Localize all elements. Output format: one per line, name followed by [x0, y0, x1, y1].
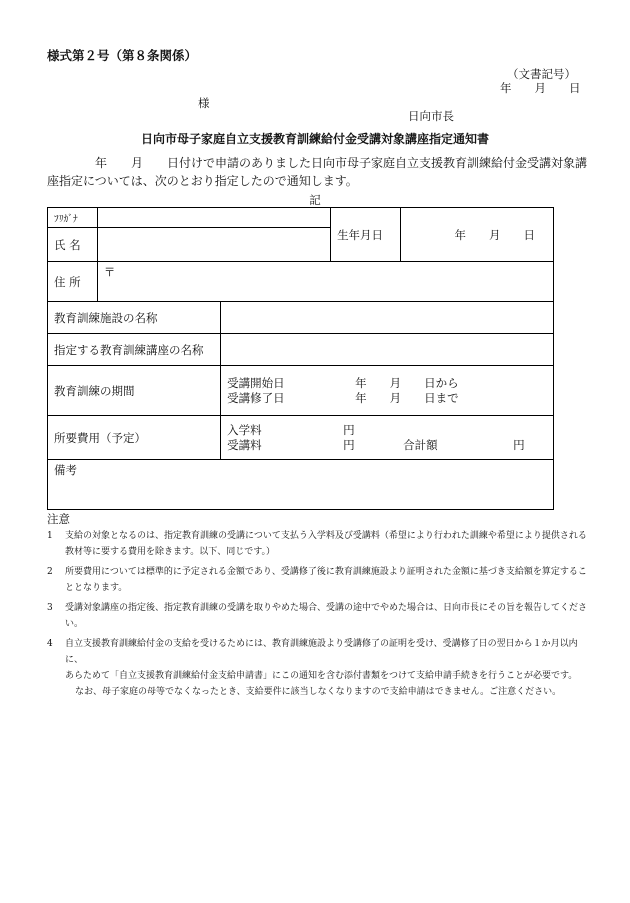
period-field[interactable]: [221, 366, 554, 416]
cost-field[interactable]: [221, 416, 554, 460]
note-continuation: い。: [65, 619, 84, 629]
postal-mark: 〒: [103, 265, 116, 279]
total-yen: 円: [513, 437, 525, 452]
course-label: 指定する教育訓練講座の名称: [48, 334, 221, 366]
note-continuation: あらためて「自立支援教育訓練給付金支給申請書」にこの通知を含む添付書類をつけて支給申請手続きを行うことが必要です。: [65, 671, 578, 681]
end-label: 受講修了日: [227, 390, 285, 405]
end-date: 年 月 日まで: [355, 390, 459, 405]
note-text: 自立支援教育訓練給付金の支給を受けるためには、教育訓練施設より受講修了の証明を受け、受講修了日の翌日から１か月以内に、: [65, 639, 578, 665]
note-continuation: ととなります。: [65, 583, 128, 593]
note-number: 3: [47, 603, 53, 613]
cost-label: 所要費用（予定）: [48, 416, 221, 460]
dob-field[interactable]: 年 月 日: [401, 208, 554, 262]
furigana-label: ﾌﾘｶﾞﾅ: [48, 208, 98, 228]
note-number: 4: [47, 639, 53, 649]
total-label: 合計額: [403, 437, 438, 452]
note-continuation: 教材等に要する費用を除きます。以下、同じです。）: [65, 547, 276, 557]
notes-section: [47, 512, 587, 700]
issuer: 日向市長: [408, 109, 454, 123]
note-item: [47, 600, 587, 616]
notes-heading: 注意: [47, 512, 70, 526]
document-number: （文書記号）: [507, 67, 576, 81]
note-number: 2: [47, 567, 53, 577]
note-number: 1: [47, 531, 53, 541]
name-field[interactable]: [97, 228, 330, 262]
note-item: [47, 564, 587, 580]
recipient-suffix: 様: [198, 96, 210, 110]
entrance-fee-label: 入学料: [227, 422, 262, 437]
note-item: [47, 636, 587, 668]
tuition-label: 受講料: [227, 437, 262, 452]
note-text: 受講対象講座の指定後、指定教育訓練の受講を取りやめた場合、受講の途中でやめた場合は、日向市長にその旨を報告してくださ: [65, 603, 588, 613]
form-number: 様式第２号（第８条関係）: [47, 48, 198, 63]
address-label: 住 所: [48, 262, 98, 302]
note-text: 支給の対象となるのは、指定教育訓練の受講について支払う入学料及び受講料（希望により行われた訓練や希望により提供される: [65, 531, 587, 541]
remarks-label: 備考: [54, 463, 77, 477]
note-continuation: なお、母子家庭の母等でなくなったとき、支給要件に該当しなくなりますので支給申請はできません。ご注意ください。: [75, 687, 562, 697]
course-field[interactable]: [221, 334, 554, 366]
dob-label: 生年月日: [331, 208, 401, 262]
facility-label: 教育訓練施設の名称: [48, 302, 221, 334]
name-label: 氏 名: [48, 228, 98, 262]
ki-mark: 記: [309, 193, 321, 207]
facility-field[interactable]: [221, 302, 554, 334]
body-text: 年 月 日付けで申請のありました日向市母子家庭自立支援教育訓練給付金受講対象講座指定については、次のとおり指定したので通知します。: [47, 156, 588, 188]
remarks-field[interactable]: [48, 460, 554, 510]
furigana-field[interactable]: [97, 208, 330, 228]
tuition-yen: 円: [343, 437, 355, 452]
period-label: 教育訓練の期間: [48, 366, 221, 416]
start-label: 受講開始日: [227, 375, 285, 390]
form-table: [47, 207, 554, 510]
entrance-fee-yen: 円: [343, 422, 355, 437]
note-item: [47, 528, 587, 544]
start-date: 年 月 日から: [355, 375, 459, 390]
issue-date: 年 月 日: [500, 81, 581, 95]
note-text: 所要費用については標準的に予定される金額であり、受講修了後に教育訓練施設より証明された金額に基づき支給額を算定するこ: [65, 567, 587, 577]
document-title: 日向市母子家庭自立支援教育訓練給付金受講対象講座指定通知書: [140, 132, 489, 146]
address-field[interactable]: [97, 262, 553, 302]
